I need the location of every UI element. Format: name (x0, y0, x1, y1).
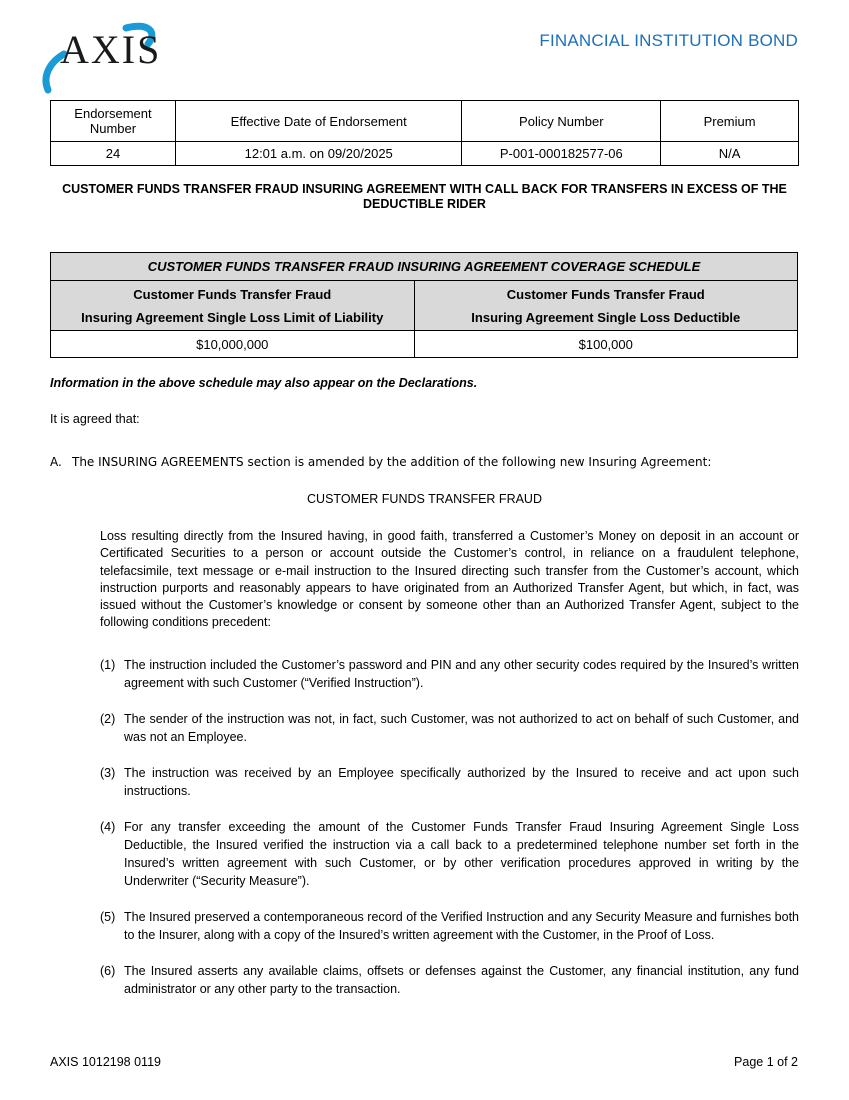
insuring-agreement-heading: CUSTOMER FUNDS TRANSFER FRAUD (307, 492, 542, 506)
condition-item (100, 908, 799, 944)
schedule-limit-value: $10,000,000 (51, 331, 415, 358)
condition-item (100, 710, 799, 746)
header-premium: Premium (661, 101, 799, 142)
rider-title: CUSTOMER FUNDS TRANSFER FRAUD INSURING AGREEMENT WITH CALL BACK FOR TRANSFERS IN EXCESS OF THE DEDUCTIBLE RIDER (62, 182, 787, 211)
endorsement-table (50, 100, 799, 166)
premium: N/A (661, 142, 799, 166)
schedule-value-row (51, 331, 798, 358)
schedule-deductible-header-line1: Customer Funds Transfer Fraud (506, 286, 705, 302)
section-a-text: The INSURING AGREEMENTS section is amended by the addition of the following new Insuring Agreement: (72, 455, 712, 469)
condition-number: (6) (100, 964, 116, 978)
condition-text: The instruction was received by an Employee specifically authorized by the Insured to receive and act upon such instructions. (124, 766, 799, 798)
condition-number: (2) (100, 712, 116, 726)
condition-item (100, 656, 799, 692)
schedule-deductible-header (414, 281, 797, 331)
schedule-deductible-header-line2: Insuring Agreement Single Loss Deductible (471, 309, 741, 325)
coverage-schedule-table (50, 252, 798, 358)
condition-text: The Insured asserts any available claims, offsets or defenses against the Customer, any financial institution, any fund administrator or any other party to the transaction. (124, 964, 799, 996)
endorsement-value-row (51, 142, 799, 166)
main-paragraph: Loss resulting directly from the Insured having, in good faith, transferred a Customer’s Money on deposit in an account or Certificated Securities to a person or account outside the Customer’s control, in reliance on a fraudulent telephone, telefacsimile, text message or e-mail instruction to the Insured directing such transfer from the Customer’s account, which instruction purports and reasonably appears to have originated from an Authorized Transfer Agent, but which, in fact, was issued without the Customer’s knowledge or consent by someone other than an Authorized Transfer Agent, subject to the following conditions precedent: (100, 529, 799, 630)
condition-text: For any transfer exceeding the amount of the Customer Funds Transfer Fraud Insuring Agreement Single Loss Deductible, the Insured verified the instruction via a call back to a predetermined telephone number set forth in the Insured’s written agreement with such Customer, or by other verification procedures approved in writing by the Underwriter (“Security Measure”). (124, 820, 799, 888)
condition-number: (1) (100, 658, 116, 672)
header-endorsement-number: Endorsement Number (51, 101, 176, 142)
condition-number: (4) (100, 820, 116, 834)
schedule-limit-header (51, 281, 415, 331)
schedule-deductible-value: $100,000 (414, 331, 797, 358)
axis-logo (40, 18, 160, 98)
schedule-title: CUSTOMER FUNDS TRANSFER FRAUD INSURING AGREEMENT COVERAGE SCHEDULE (51, 253, 798, 281)
schedule-title-row (51, 253, 798, 281)
section-a-letter: A. (50, 455, 62, 469)
agreed-text: It is agreed that: (50, 412, 140, 426)
condition-item (100, 962, 799, 998)
schedule-header-row (51, 281, 798, 331)
condition-item (100, 818, 799, 890)
endorsement-number: 24 (51, 142, 176, 166)
header-policy-number: Policy Number (462, 101, 661, 142)
conditions-list (100, 656, 799, 998)
condition-text: The sender of the instruction was not, in fact, such Customer, was not authorized to act on behalf of such Customer, and was not an Employee. (124, 712, 799, 744)
schedule-limit-header-line1: Customer Funds Transfer Fraud (133, 286, 332, 302)
endorsement-header-row (51, 101, 799, 142)
condition-text: The Insured preserved a contemporaneous record of the Verified Instruction and any Security Measure and furnishes both to the Insurer, along with a copy of the Insured’s written agreement with the Customer, in the Proof of Loss. (124, 910, 799, 942)
header-effective-date: Effective Date of Endorsement (175, 101, 462, 142)
condition-text: The instruction included the Customer’s password and PIN and any other security codes required by the Insured’s written agreement with such Customer (“Verified Instruction”). (124, 658, 799, 690)
form-number: AXIS 1012198 0119 (50, 1055, 161, 1069)
policy-number: P-001-000182577-06 (462, 142, 661, 166)
schedule-info-note: Information in the above schedule may also appear on the Declarations. (50, 376, 478, 390)
condition-number: (3) (100, 766, 116, 780)
section-a (50, 455, 711, 469)
page-number: Page 1 of 2 (734, 1055, 798, 1069)
document-title: FINANCIAL INSTITUTION BOND (539, 31, 798, 50)
condition-item (100, 764, 799, 800)
logo-text: AXIS (60, 27, 162, 72)
effective-date: 12:01 a.m. on 09/20/2025 (175, 142, 462, 166)
schedule-limit-header-line2: Insuring Agreement Single Loss Limit of Liability (81, 309, 384, 325)
condition-number: (5) (100, 910, 116, 924)
